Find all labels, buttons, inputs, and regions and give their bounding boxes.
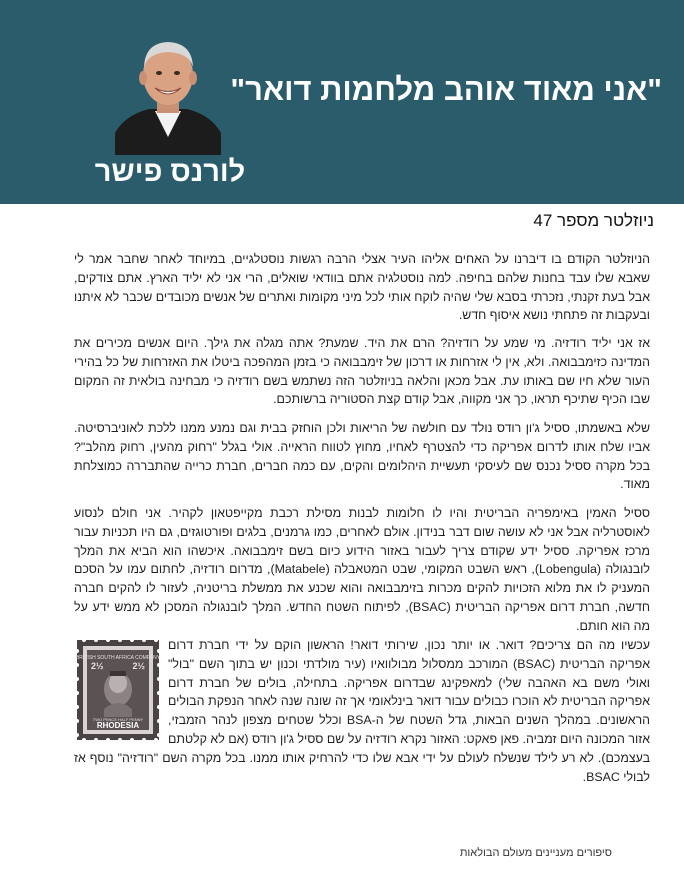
page-title: "אני מאוד אוהב מלחמות דואר"	[230, 72, 662, 107]
stamp-value-right: 2½	[132, 661, 145, 671]
stamp-value-left: 2½	[91, 661, 104, 671]
portrait-image	[115, 33, 221, 155]
footer-text: סיפורים מעניינים מעולם הבולאות	[459, 847, 612, 859]
header-banner	[0, 0, 684, 204]
stamp-icon	[74, 637, 162, 743]
paragraph: הניוזלטר הקודם בו דיברנו על האחים אליהו העיר אצלי הרבה רגשות נוסטלגיים, במיוחד לאחר שחבר אמר לי שאבא שלו עבד בחנות שלהם בחיפה. למה נוסטלגיה אתם בוודאי שואלים, הרי אני לא יליד הארץ. אתם צודקים, אבל בעת זקנתי, נזכרתי בסבא שלי שהיה לוקח אותי לכל מיני מקומות ואתרים של אנשים מכובדים שכבר לא איתנו ובעקבות זה פתחתי נושא איסוף חדש.	[74, 252, 650, 323]
paragraph: ססיל האמין באימפריה הבריטית והיו לו חלומות לבנות מסילת רכבת מקייפטאון לקהיר. אני חולם לנסוע לאוסטרליה אבל אני לא עושה שום דבר בנידון. אולם לאחרים, כמו גרמנים, בלגים ופורטוגזים, גם היו תכניות עבור מרכז אפריקה. ססיל ידע שקודם צריך לעבור באזור הידוע כיום בשם זימבבואה. איכשהו הוא הביא את המלך לובנגולה (Lobengula), ראש השבט המקומי, שבט המטאבלה (Matabele), מדרום רודזיה, לחתום עמו על הסכם המעניק לו את מלוא הזכויות להקים מכרות בזימבבואה והוא שכנע את ממשלת בריטניה, לעזור לו להקים חברה חדשה, חברת דרום אפריקה הבריטית (BSAC), לפיתוח השטח החדש. המלך לובנגולה המסכן לא ממש ידע על מה הוא חותם.	[74, 506, 651, 633]
stamp-country: RHODESIA	[96, 721, 140, 730]
author-name: לורנס פישר	[94, 156, 246, 188]
paragraph: עכשיו מה הם צריכים? דואר. או יותר נכון, שירותי דואר! הראשון הוקם על ידי חברת דרום אפריקה הבריטית (BSAC) המורכב ממסלול מבולוואיו (עיר מולדתי וכנון יש בתוך השם "בול" ואולי משם בא האהבה שלי) למאפקינג שבדרום אפריקה. בתחילה, בולים של חברת דרום אפריקה הבריטית לא הוכרו כבולים עבור דואר בינלאומי אך זה שונה שנה לאחר הנפקת הבולים הראשונים. במהלך השנים הבאות, גדל השטח של ה-BSA וכלל שטחים מצפון לנהר הזמבזי, אזור המכונה היום זמביה. פאן פאקט: האזור נקרא רודזיה על שם ססיל ג'ון רודס (אם לא קלטתם בעצמכם). לא רע לילד שנשלח לעולם על ידי אבא שלו כדי להרחיק אותו ממנו. בכל מקרה השם "רודזיה" נוסף אז לבולי BSAC.	[74, 638, 650, 784]
stamp-top-text: BRITISH SOUTH AFRICA COMPANY	[75, 655, 161, 661]
newsletter-number: ניוזלטר מספר 47	[533, 211, 654, 230]
rhodesia-stamp-image	[74, 637, 162, 743]
paragraph: שלא באשמתו, ססיל ג'ון רודס נולד עם חולשה של הריאות ולכן הוחזק בבית וגם נמנע ממנו ללכת לאוניברסיטה. אביו שלח אותו לדרום אפריקה כדי להצטרף לאחיו, מחוץ לטווח הראייה. אולי בגלל "רחוק מהעין, רחוק מהלב"? בכל מקרה ססיל נכנס שם לעיסקי תעשיית היהלומים והקים, עם כמה חברים, חברת כרייה שהתבררה כמוצלחת מאוד.	[74, 421, 650, 492]
author-photo	[115, 33, 221, 155]
stamp-denomination: TWO PENCE HALF PENNY	[92, 717, 144, 722]
paragraph: אז אני יליד רודזיה. מי שמע על רודזיה? הרם את היד. שמעת? אתה מגלה את גילך. היום אנשים מכירים את המדינה כזימבבואה. ולא, אין לי אזרחות או דרכון של זימבבואה כי בזמן המהפכה ביטלו את האזרחות של כל בהירי העור שלא חיו שם באותו עת. אבל מכאן והלאה בניוזלטר הזה נשתמש בשם רודזיה כי מבחינה בולאית זה המקום שבו הכיף שתיכף תראו, כך אני מקווה, אבל קודם קצת הסטוריה ברשותכם.	[74, 336, 650, 407]
